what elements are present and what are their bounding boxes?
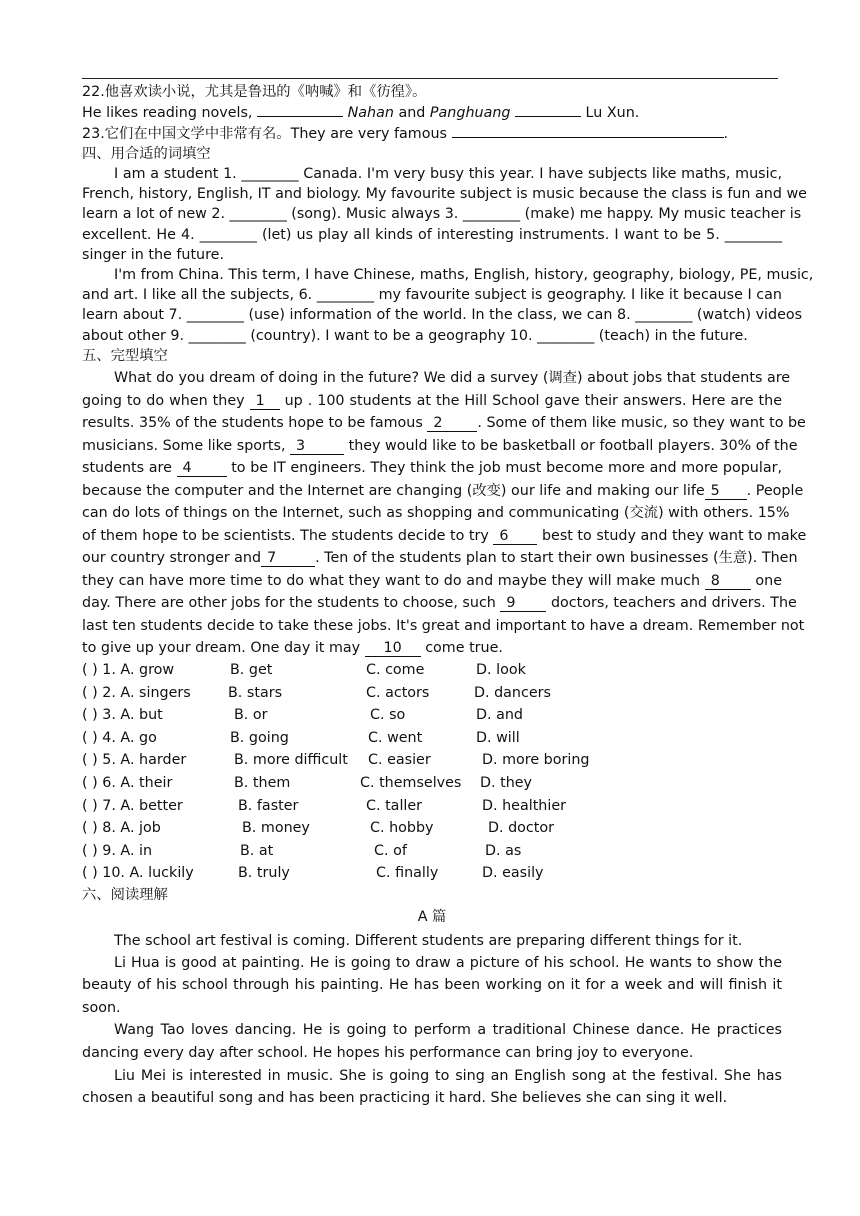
cloze-text: they would like to be basketball or football players. 30% of the [344,438,798,454]
cloze-line [82,412,806,434]
passage-line-3: beauty of his school through his painting. He has been working on it for a week and will finish it [82,977,782,993]
q22-blank-2[interactable] [515,116,581,117]
cloze-text: . People [746,483,804,499]
section6-heading: 六、阅读理解 [82,887,168,903]
cloze-line [82,547,798,569]
cloze-line [82,525,807,547]
section4-heading: 四、用合适的词填空 [82,146,211,162]
q22-text-end: Lu Xun. [581,105,640,121]
q22-english [82,103,639,123]
s4-p1-line4: excellent. He 4. ________ (let) us play all kinds of interesting instruments. I want to be 5. ________ [82,227,782,243]
cloze-text: . Ten of the students plan to start their own businesses (生意). Then [315,550,798,566]
passage-line-2: Li Hua is good at painting. He is going to draw a picture of his school. He wants to show the [114,955,782,971]
cloze-text: to give up your dream. One day it may [82,640,365,656]
cloze-blank-1[interactable]: 1 [250,394,280,410]
s4-p1-line5: singer in the future. [82,247,225,263]
cloze-blank-4[interactable]: 4 [177,461,227,477]
s4-p1-line2: French, history, English, IT and biology. My favourite subject is music because the class is fun and we [82,186,807,202]
cloze-text: last ten students decide to take these jobs. It's great and important to have a dream. Remember not [82,618,805,634]
option-choice[interactable]: B. more difficult [234,752,348,769]
cloze-text: come true. [420,640,503,656]
cloze-text: because the computer and the Internet are changing (改变) our life and making our life [82,483,705,499]
section5-heading: 五、完型填空 [82,348,168,364]
cloze-text: musicians. Some like sports, [82,438,291,454]
option-choice[interactable]: B. faster [238,797,299,814]
option-question-8[interactable]: ( ) 8. A. job [82,820,161,837]
s4-p1-line1: I am a student 1. ________ Canada. I'm very busy this year. I have subjects like maths, music, [114,166,782,182]
q23-end: . [723,126,729,142]
option-choice[interactable]: B. truly [238,865,290,882]
option-choice[interactable]: D. easily [482,865,544,882]
s4-p1-line3: learn a lot of new 2. ________ (song). Music always 3. ________ (make) me happy. My music teacher is [82,206,802,222]
option-question-2[interactable]: ( ) 2. A. singers [82,684,191,701]
s4-p2-line1: I'm from China. This term, I have Chinese, maths, English, history, geography, biology, PE, music, [114,267,814,283]
option-choice[interactable]: C. of [374,842,407,859]
cloze-line [82,570,782,592]
option-choice[interactable]: D. as [485,842,522,859]
option-choice[interactable]: C. hobby [370,820,434,837]
option-choice[interactable]: B. going [230,729,289,746]
s4-p2-line3: learn about 7. ________ (use) information of the world. In the class, we can 8. ________ (watch) videos [82,307,803,323]
option-question-1[interactable]: ( ) 1. A. grow [82,662,175,678]
option-choice[interactable]: D. healthier [482,797,567,814]
cloze-line [82,502,790,524]
cloze-line [82,637,503,659]
top-rule [82,78,778,79]
option-question-10[interactable]: ( ) 10. A. luckily [82,865,194,882]
cloze-text: day. There are other jobs for the students to choose, such [82,595,501,611]
passage-title: A 篇 [417,909,447,925]
q22-title-panghuang: Panghuang [429,105,511,121]
option-choice[interactable]: D. look [476,662,526,678]
option-question-5[interactable]: ( ) 5. A. harder [82,752,187,769]
option-choice[interactable]: D. dancers [474,684,551,701]
option-choice[interactable]: C. themselves [360,775,462,791]
cloze-text: What do you dream of doing in the future? We did a survey (调查) about jobs that students are [114,370,791,386]
cloze-blank-2[interactable]: 2 [427,416,477,432]
option-choice[interactable]: B. them [234,775,291,791]
cloze-text: our country stronger and [82,550,262,566]
cloze-text: going to do when they [82,393,250,409]
cloze-line [82,390,782,412]
cloze-text: students are [82,460,177,476]
passage-line-5: Wang Tao loves dancing. He is going to perform a traditional Chinese dance. He practices [114,1022,782,1038]
option-choice[interactable]: C. finally [376,865,439,882]
option-choice[interactable]: C. easier [368,752,431,769]
option-choice[interactable]: C. went [368,729,423,746]
option-choice[interactable]: B. or [234,707,268,724]
option-choice[interactable]: B. get [230,662,273,678]
cloze-line [82,480,804,502]
option-question-4[interactable]: ( ) 4. A. go [82,729,157,746]
option-choice[interactable]: D. more boring [482,752,590,769]
cloze-line [82,435,798,457]
cloze-line [82,592,797,614]
cloze-blank-10[interactable]: 10 [365,641,421,657]
q22-text-and: and [393,105,430,121]
cloze-blank-6[interactable]: 6 [493,529,537,545]
cloze-text: up . 100 students at the Hill School gave their answers. Here are the [279,393,782,409]
option-choice[interactable]: D. they [480,775,533,791]
option-choice[interactable]: D. will [476,729,520,746]
cloze-text: one [750,573,782,589]
q22-chinese: 22.他喜欢读小说，尤其是鲁迅的《呐喊》和《彷徨》。 [82,84,427,100]
q22-blank-1[interactable] [257,116,343,117]
cloze-text: to be IT engineers. They think the job must become more and more popular, [226,460,782,476]
option-choice[interactable]: B. at [240,842,274,859]
passage-line-8: chosen a beautiful song and has been practicing it hard. She believes she can sing it well. [82,1090,728,1106]
cloze-blank-5[interactable]: 5 [705,484,747,500]
cloze-text: doctors, teachers and drivers. The [546,595,797,611]
q22-text: He likes reading novels, [82,105,258,121]
passage-line-1: The school art festival is coming. Different students are preparing different things for it. [114,933,743,949]
option-choice[interactable]: C. actors [366,684,430,701]
option-question-3[interactable]: ( ) 3. A. but [82,707,163,724]
option-choice[interactable]: C. taller [366,797,423,814]
q22-title-nahan: Nahan [347,105,394,121]
option-choice[interactable]: C. so [370,707,406,724]
cloze-text: can do lots of things on the Internet, such as shopping and communicating (交流) with others. 15% [82,505,790,521]
option-choice[interactable]: B. stars [228,684,283,701]
cloze-blank-9[interactable]: 9 [500,596,546,612]
cloze-text: results. 35% of the students hope to be famous [82,415,428,431]
option-choice[interactable]: D. doctor [488,820,555,837]
option-question-9[interactable]: ( ) 9. A. in [82,842,153,859]
cloze-text: of them hope to be scientists. The students decide to try [82,528,494,544]
passage-line-7: Liu Mei is interested in music. She is going to sing an English song at the festival. She has [114,1068,782,1084]
cloze-line [82,367,791,389]
option-choice[interactable]: B. money [242,820,310,837]
s4-p2-line2: and art. I like all the subjects, 6. ________ my favourite subject is geography. I like it because I can [82,287,782,303]
option-choice[interactable]: D. and [476,707,523,724]
passage-line-6: dancing every day after school. He hopes his performance can bring joy to everyone. [82,1045,694,1061]
cloze-blank-3[interactable]: 3 [290,439,344,455]
cloze-line [82,457,782,479]
q23-text: 23.它们在中国文学中非常有名。They are very famous [82,126,447,142]
passage-line-4: soon. [82,1000,121,1016]
option-choice[interactable]: C. come [366,662,425,678]
cloze-blank-8[interactable]: 8 [705,574,751,590]
s4-p2-line4: about other 9. ________ (country). I want to be a geography 10. ________ (teach) in the future. [82,328,748,344]
q23 [82,124,728,144]
q23-blank[interactable] [452,137,724,138]
cloze-line [82,615,805,637]
option-question-7[interactable]: ( ) 7. A. better [82,797,183,814]
cloze-text: they can have more time to do what they want to do and maybe they will make much [82,573,705,589]
cloze-blank-7[interactable]: 7 [261,551,315,567]
cloze-text: . Some of them like music, so they want to be [477,415,806,431]
cloze-text: best to study and they want to make [537,528,807,544]
option-question-6[interactable]: ( ) 6. A. their [82,775,173,791]
